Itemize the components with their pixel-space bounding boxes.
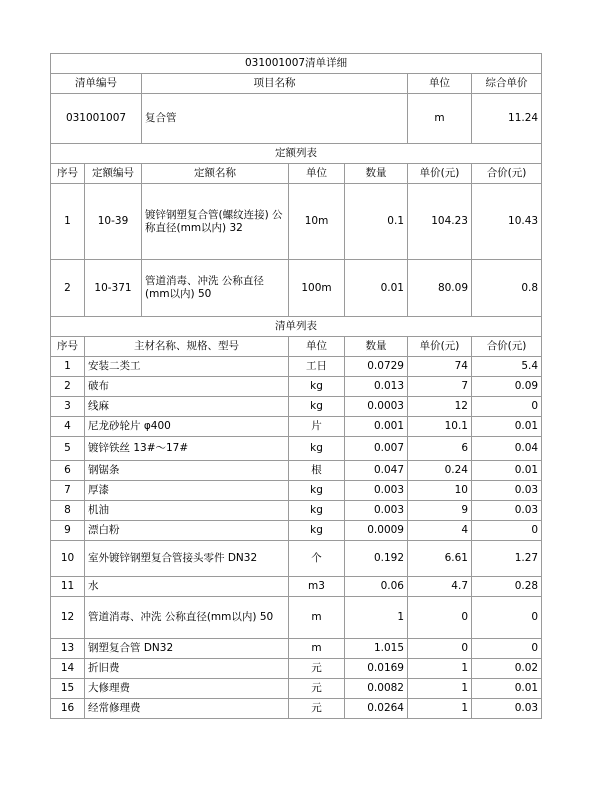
item-code: 031001007: [51, 94, 142, 144]
material-name: 尼龙砂轮片 φ400: [85, 417, 289, 437]
quota-unit: 10m: [289, 184, 345, 260]
material-name: 机油: [85, 501, 289, 521]
material-qty: 0.013: [345, 377, 408, 397]
sheet-title: 031001007清单详细: [51, 54, 542, 74]
quota-qty: 0.1: [345, 184, 408, 260]
detail-sheet: [50, 53, 541, 719]
mat-col-unit-price: 单价(元): [408, 337, 472, 357]
material-qty: 0.0729: [345, 357, 408, 377]
table-row: [51, 397, 542, 417]
table-row: [51, 377, 542, 397]
material-unit-price: 4.7: [408, 577, 472, 597]
table-row: [51, 577, 542, 597]
material-total: 0.28: [472, 577, 542, 597]
material-unit: kg: [289, 437, 345, 461]
quota-unit: 100m: [289, 260, 345, 317]
material-unit: kg: [289, 521, 345, 541]
material-qty: 0.047: [345, 461, 408, 481]
material-name: 厚漆: [85, 481, 289, 501]
quota-col-qty: 数量: [345, 164, 408, 184]
material-name: 安装二类工: [85, 357, 289, 377]
quota-qty: 0.01: [345, 260, 408, 317]
table-row: [51, 461, 542, 481]
mat-col-no: 序号: [51, 337, 85, 357]
material-no: 5: [51, 437, 85, 461]
material-name: 管道消毒、冲洗 公称直径(mm以内) 50: [85, 597, 289, 639]
table-row: [51, 417, 542, 437]
quota-col-unit: 单位: [289, 164, 345, 184]
material-unit: 元: [289, 679, 345, 699]
quota-name: 管道消毒、冲洗 公称直径(mm以内) 50: [142, 260, 289, 317]
quota-total: 10.43: [472, 184, 542, 260]
material-unit-price: 7: [408, 377, 472, 397]
material-unit-price: 12: [408, 397, 472, 417]
material-unit-price: 0: [408, 639, 472, 659]
material-unit: 元: [289, 699, 345, 719]
material-name: 线麻: [85, 397, 289, 417]
material-no: 1: [51, 357, 85, 377]
code-label: 清单编号: [51, 74, 142, 94]
material-total: 0.01: [472, 461, 542, 481]
table-row: [51, 437, 542, 461]
material-unit: kg: [289, 397, 345, 417]
material-total: 0.03: [472, 699, 542, 719]
quota-col-code: 定额编号: [85, 164, 142, 184]
mat-col-unit: 单位: [289, 337, 345, 357]
material-no: 11: [51, 577, 85, 597]
material-name: 室外镀锌钢塑复合管接头零件 DN32: [85, 541, 289, 577]
material-no: 8: [51, 501, 85, 521]
material-unit: 工日: [289, 357, 345, 377]
material-unit-price: 10: [408, 481, 472, 501]
material-no: 10: [51, 541, 85, 577]
material-no: 3: [51, 397, 85, 417]
material-total: 0: [472, 521, 542, 541]
table-row: [51, 521, 542, 541]
material-unit: m3: [289, 577, 345, 597]
material-no: 9: [51, 521, 85, 541]
table-row: [51, 597, 542, 639]
material-unit-price: 0.24: [408, 461, 472, 481]
material-total: 5.4: [472, 357, 542, 377]
table-row: [51, 699, 542, 719]
table-row: [51, 357, 542, 377]
material-qty: 0.007: [345, 437, 408, 461]
material-unit-price: 1: [408, 679, 472, 699]
price-label: 综合单价: [472, 74, 542, 94]
material-no: 16: [51, 699, 85, 719]
material-unit: 元: [289, 659, 345, 679]
material-qty: 0.0003: [345, 397, 408, 417]
material-total: 0.02: [472, 659, 542, 679]
table-row: [51, 679, 542, 699]
material-total: 0.04: [472, 437, 542, 461]
quota-col-name: 定额名称: [142, 164, 289, 184]
table-row: [51, 184, 542, 260]
material-no: 14: [51, 659, 85, 679]
table-row: [51, 501, 542, 521]
material-qty: 0.0264: [345, 699, 408, 719]
material-unit-price: 10.1: [408, 417, 472, 437]
material-total: 0.03: [472, 501, 542, 521]
quota-no: 2: [51, 260, 85, 317]
quota-col-unit-price: 单价(元): [408, 164, 472, 184]
name-label: 项目名称: [142, 74, 408, 94]
material-unit-price: 0: [408, 597, 472, 639]
material-name: 钢锯条: [85, 461, 289, 481]
material-unit-price: 1: [408, 659, 472, 679]
quota-no: 1: [51, 184, 85, 260]
material-total: 0: [472, 597, 542, 639]
item-unit: m: [408, 94, 472, 144]
material-name: 漂白粉: [85, 521, 289, 541]
material-unit: m: [289, 597, 345, 639]
table-row: [51, 639, 542, 659]
quota-unit-price: 80.09: [408, 260, 472, 317]
material-no: 13: [51, 639, 85, 659]
material-name: 钢塑复合管 DN32: [85, 639, 289, 659]
material-unit: 根: [289, 461, 345, 481]
material-name: 经常修理费: [85, 699, 289, 719]
material-unit-price: 1: [408, 699, 472, 719]
material-qty: 0.0009: [345, 521, 408, 541]
mat-col-qty: 数量: [345, 337, 408, 357]
material-no: 7: [51, 481, 85, 501]
quota-code: 10-371: [85, 260, 142, 317]
material-qty: 0.192: [345, 541, 408, 577]
materials-body: [51, 357, 542, 719]
material-total: 0: [472, 639, 542, 659]
material-total: 0.01: [472, 679, 542, 699]
material-qty: 1.015: [345, 639, 408, 659]
material-qty: 0.001: [345, 417, 408, 437]
item-name: 复合管: [142, 94, 408, 144]
material-unit: 片: [289, 417, 345, 437]
material-qty: 0.06: [345, 577, 408, 597]
material-qty: 0.0169: [345, 659, 408, 679]
material-unit: kg: [289, 481, 345, 501]
material-unit-price: 9: [408, 501, 472, 521]
material-name: 大修理费: [85, 679, 289, 699]
material-total: 0.01: [472, 417, 542, 437]
unit-label: 单位: [408, 74, 472, 94]
material-unit-price: 74: [408, 357, 472, 377]
material-no: 15: [51, 679, 85, 699]
quota-code: 10-39: [85, 184, 142, 260]
material-unit: kg: [289, 377, 345, 397]
material-qty: 0.003: [345, 481, 408, 501]
material-unit: kg: [289, 501, 345, 521]
material-unit-price: 4: [408, 521, 472, 541]
material-no: 12: [51, 597, 85, 639]
material-qty: 0.0082: [345, 679, 408, 699]
material-name: 镀锌铁丝 13#～17#: [85, 437, 289, 461]
mat-col-total: 合价(元): [472, 337, 542, 357]
material-total: 1.27: [472, 541, 542, 577]
detail-table: [50, 53, 542, 719]
material-no: 6: [51, 461, 85, 481]
quota-section-title: 定额列表: [51, 144, 542, 164]
material-name: 水: [85, 577, 289, 597]
material-no: 4: [51, 417, 85, 437]
material-qty: 1: [345, 597, 408, 639]
table-row: [51, 541, 542, 577]
material-unit: m: [289, 639, 345, 659]
material-total: 0.09: [472, 377, 542, 397]
table-row: [51, 481, 542, 501]
table-row: [51, 260, 542, 317]
material-qty: 0.003: [345, 501, 408, 521]
material-no: 2: [51, 377, 85, 397]
quota-unit-price: 104.23: [408, 184, 472, 260]
materials-section-title: 清单列表: [51, 317, 542, 337]
table-row: [51, 659, 542, 679]
material-name: 破布: [85, 377, 289, 397]
quota-col-no: 序号: [51, 164, 85, 184]
quota-name: 镀锌钢塑复合管(螺纹连接) 公称直径(mm以内) 32: [142, 184, 289, 260]
mat-col-name: 主材名称、规格、型号: [85, 337, 289, 357]
material-unit: 个: [289, 541, 345, 577]
item-price: 11.24: [472, 94, 542, 144]
material-unit-price: 6: [408, 437, 472, 461]
quota-total: 0.8: [472, 260, 542, 317]
material-total: 0: [472, 397, 542, 417]
material-unit-price: 6.61: [408, 541, 472, 577]
quota-col-total: 合价(元): [472, 164, 542, 184]
material-total: 0.03: [472, 481, 542, 501]
material-name: 折旧费: [85, 659, 289, 679]
